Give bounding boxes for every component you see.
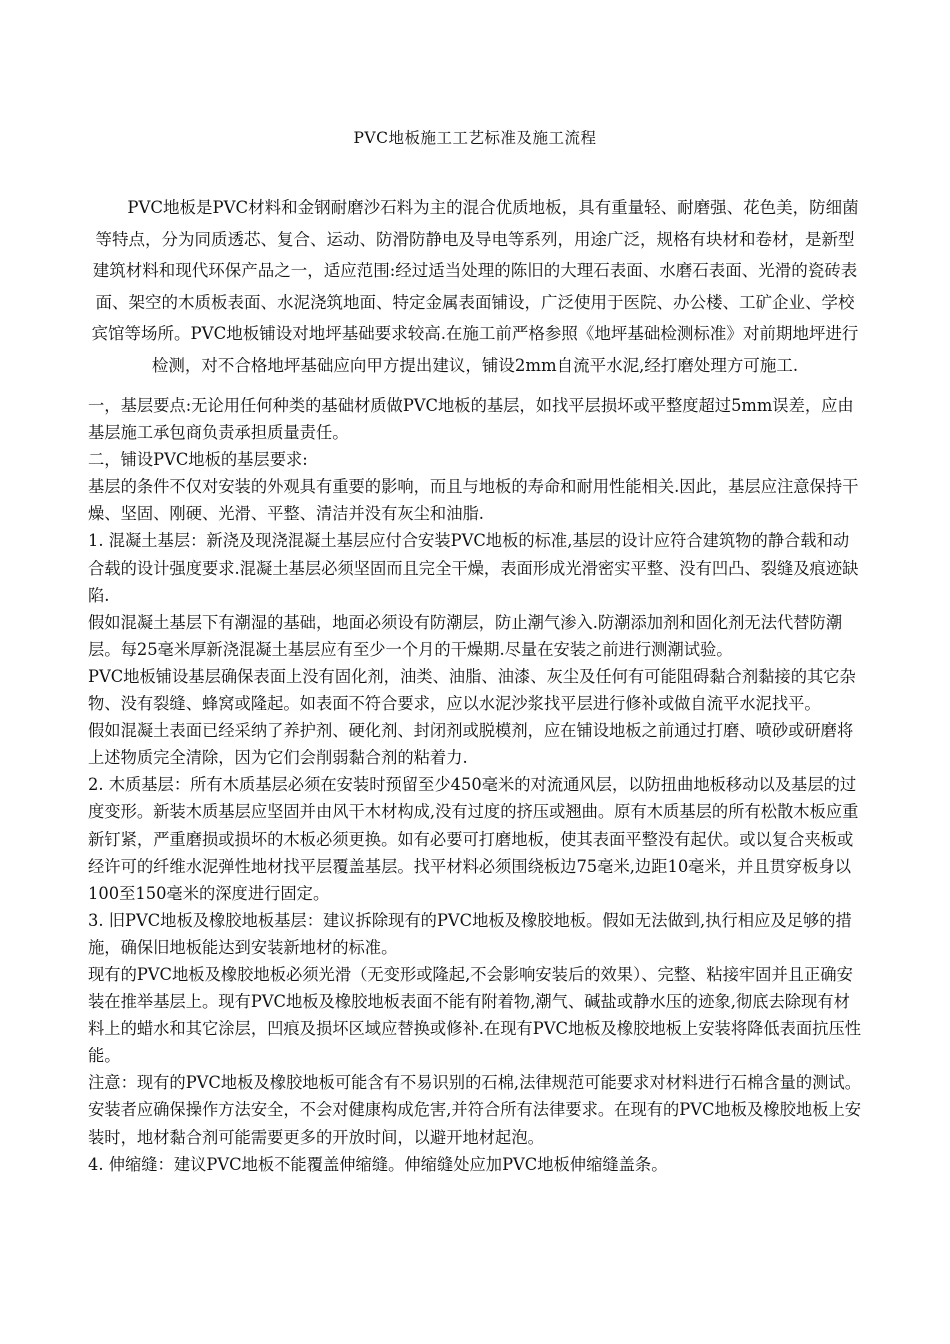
paragraph-existing-pvc: 现有的PVC地板及橡胶地板必须光滑（无变形或隆起,不会影响安装后的效果）、完整、粘接牢固并且正确安装在推举基层上。现有PVC地板及橡胶地板表面不能有附着物,潮气、碱盐或静水压的迹象,彻底去除现有材料上的蜡水和其它涂层，凹痕及损坏区域应替换或修补.在现有PVC地板及橡胶地板上安装将降低表面抗压性能。 <box>88 964 862 1066</box>
paragraph-concrete-base: 1. 混凝土基层：新浇及现浇混凝土基层应付合安装PVC地板的标准,基层的设计应符合建筑物的静合载和动合载的设计强度要求.混凝土基层必须坚固而且完全干燥，表面形成光滑密实平整、没有凹凸、裂缝及痕迹缺陷. <box>88 531 859 605</box>
paragraph-surface-clean: PVC地板铺设基层确保表面上没有固化剂，油类、油脂、油漆、灰尘及任何有可能阻碍黏合剂黏接的其它杂物、没有裂缝、蜂窝或隆起。如表面不符合要求，应以水泥沙浆找平层进行修补或做自流平水泥找平。 <box>88 666 856 714</box>
paragraph-expansion-joint: 4. 伸缩缝：建议PVC地板不能覆盖伸缩缝。伸缩缝处应加PVC地板伸缩缝盖条。 <box>88 1154 668 1174</box>
document-body <box>88 392 862 1178</box>
paragraph-section-two-heading: 二，铺设PVC地板的基层要求: <box>88 450 308 470</box>
paragraph-wood-base: 2. 木质基层：所有木质基层必须在安装时预留至少450毫米的对流通风层，以防扭曲地板移动以及基层的过度变形。新装木质基层应坚固并由风干木材构成,没有过度的挤压或翘曲。原有木质基层的所有松散木板应重新钉紧，严重磨损或损坏的木板必须更换。如有必要可打磨地板，使其表面平整没有起伏。或以复合夹板或经许可的纤维水泥弹性地材找平层覆盖基层。找平材料必须围绕板边75毫米,边距10毫米，并且贯穿板身以100至150毫米的深度进行固定。 <box>88 775 859 903</box>
paragraph-base-conditions: 基层的条件不仅对安装的外观具有重要的影响，而且与地板的寿命和耐用性能相关.因此，基层应注意保持干燥、坚固、刚硬、光滑、平整、清洁并没有灰尘和油脂. <box>88 477 859 524</box>
intro-text: PVC地板是PVC材料和金钢耐磨沙石料为主的混合优质地板，具有重量轻、耐磨强、花色美，防细菌等特点，分为同质透芯、复合、运动、防滑防静电及导电等系列，用途广泛，规格有块材和卷材，是新型建筑材料和现代环保产品之一，适应范围:经过适当处理的陈旧的大理石表面、水磨石表面、光滑的瓷砖表面、架空的木质板表面、水泥浇筑地面、特定金属表面铺设，广泛使用于医院、办公楼、工矿企业、学校宾馆等场所。PVC地板铺设对地坪基础要求较高.在施工前严格参照《地坪基础检测标准》对前期地坪进行检测，对不合格地坪基础应向甲方提出建议，铺设2mm自流平水泥,经打磨处理方可施工. <box>91 198 859 375</box>
document-title: PVC地板施工工艺标准及施工流程 <box>353 129 597 147</box>
paragraph-base-requirement: 一，基层要点:无论用任何种类的基础材质做PVC地板的基层，如找平层损坏或平整度超过5mm误差，应由基层施工承包商负责承担质量责任。 <box>88 396 854 443</box>
paragraph-old-pvc-base: 3. 旧PVC地板及橡胶地板基层：建议拆除现有的PVC地板及橡胶地板。假如无法做到,执行相应及足够的措施，确保旧地板能达到安装新地材的标准。 <box>88 910 852 957</box>
paragraph-curing-agent: 假如混凝土表面已经采纳了养护剂、硬化剂、封闭剂或脱模剂，应在铺设地板之前通过打磨、喷砂或研磨将上述物质完全清除，因为它们会削弱黏合剂的粘着力. <box>88 721 854 768</box>
intro-paragraph <box>88 192 862 381</box>
paragraph-note-asbestos: 注意：现有的PVC地板及橡胶地板可能含有不易识别的石棉,法律规范可能要求对材料进行石棉含量的测试。安装者应确保操作方法安全，不会对健康构成危害,并符合所有法律要求。在现有的PVC地板及橡胶地板上安装时，地材黏合剂可能需要更多的开放时间，以避开地材起泡。 <box>88 1073 862 1147</box>
paragraph-moisture: 假如混凝土基层下有潮湿的基础，地面必须设有防潮层，防止潮气渗入.防潮添加剂和固化剂无法代替防潮层。每25毫米厚新浇混凝土基层应有至少一个月的干燥期.尽量在安装之前进行测潮试验。 <box>88 612 843 659</box>
